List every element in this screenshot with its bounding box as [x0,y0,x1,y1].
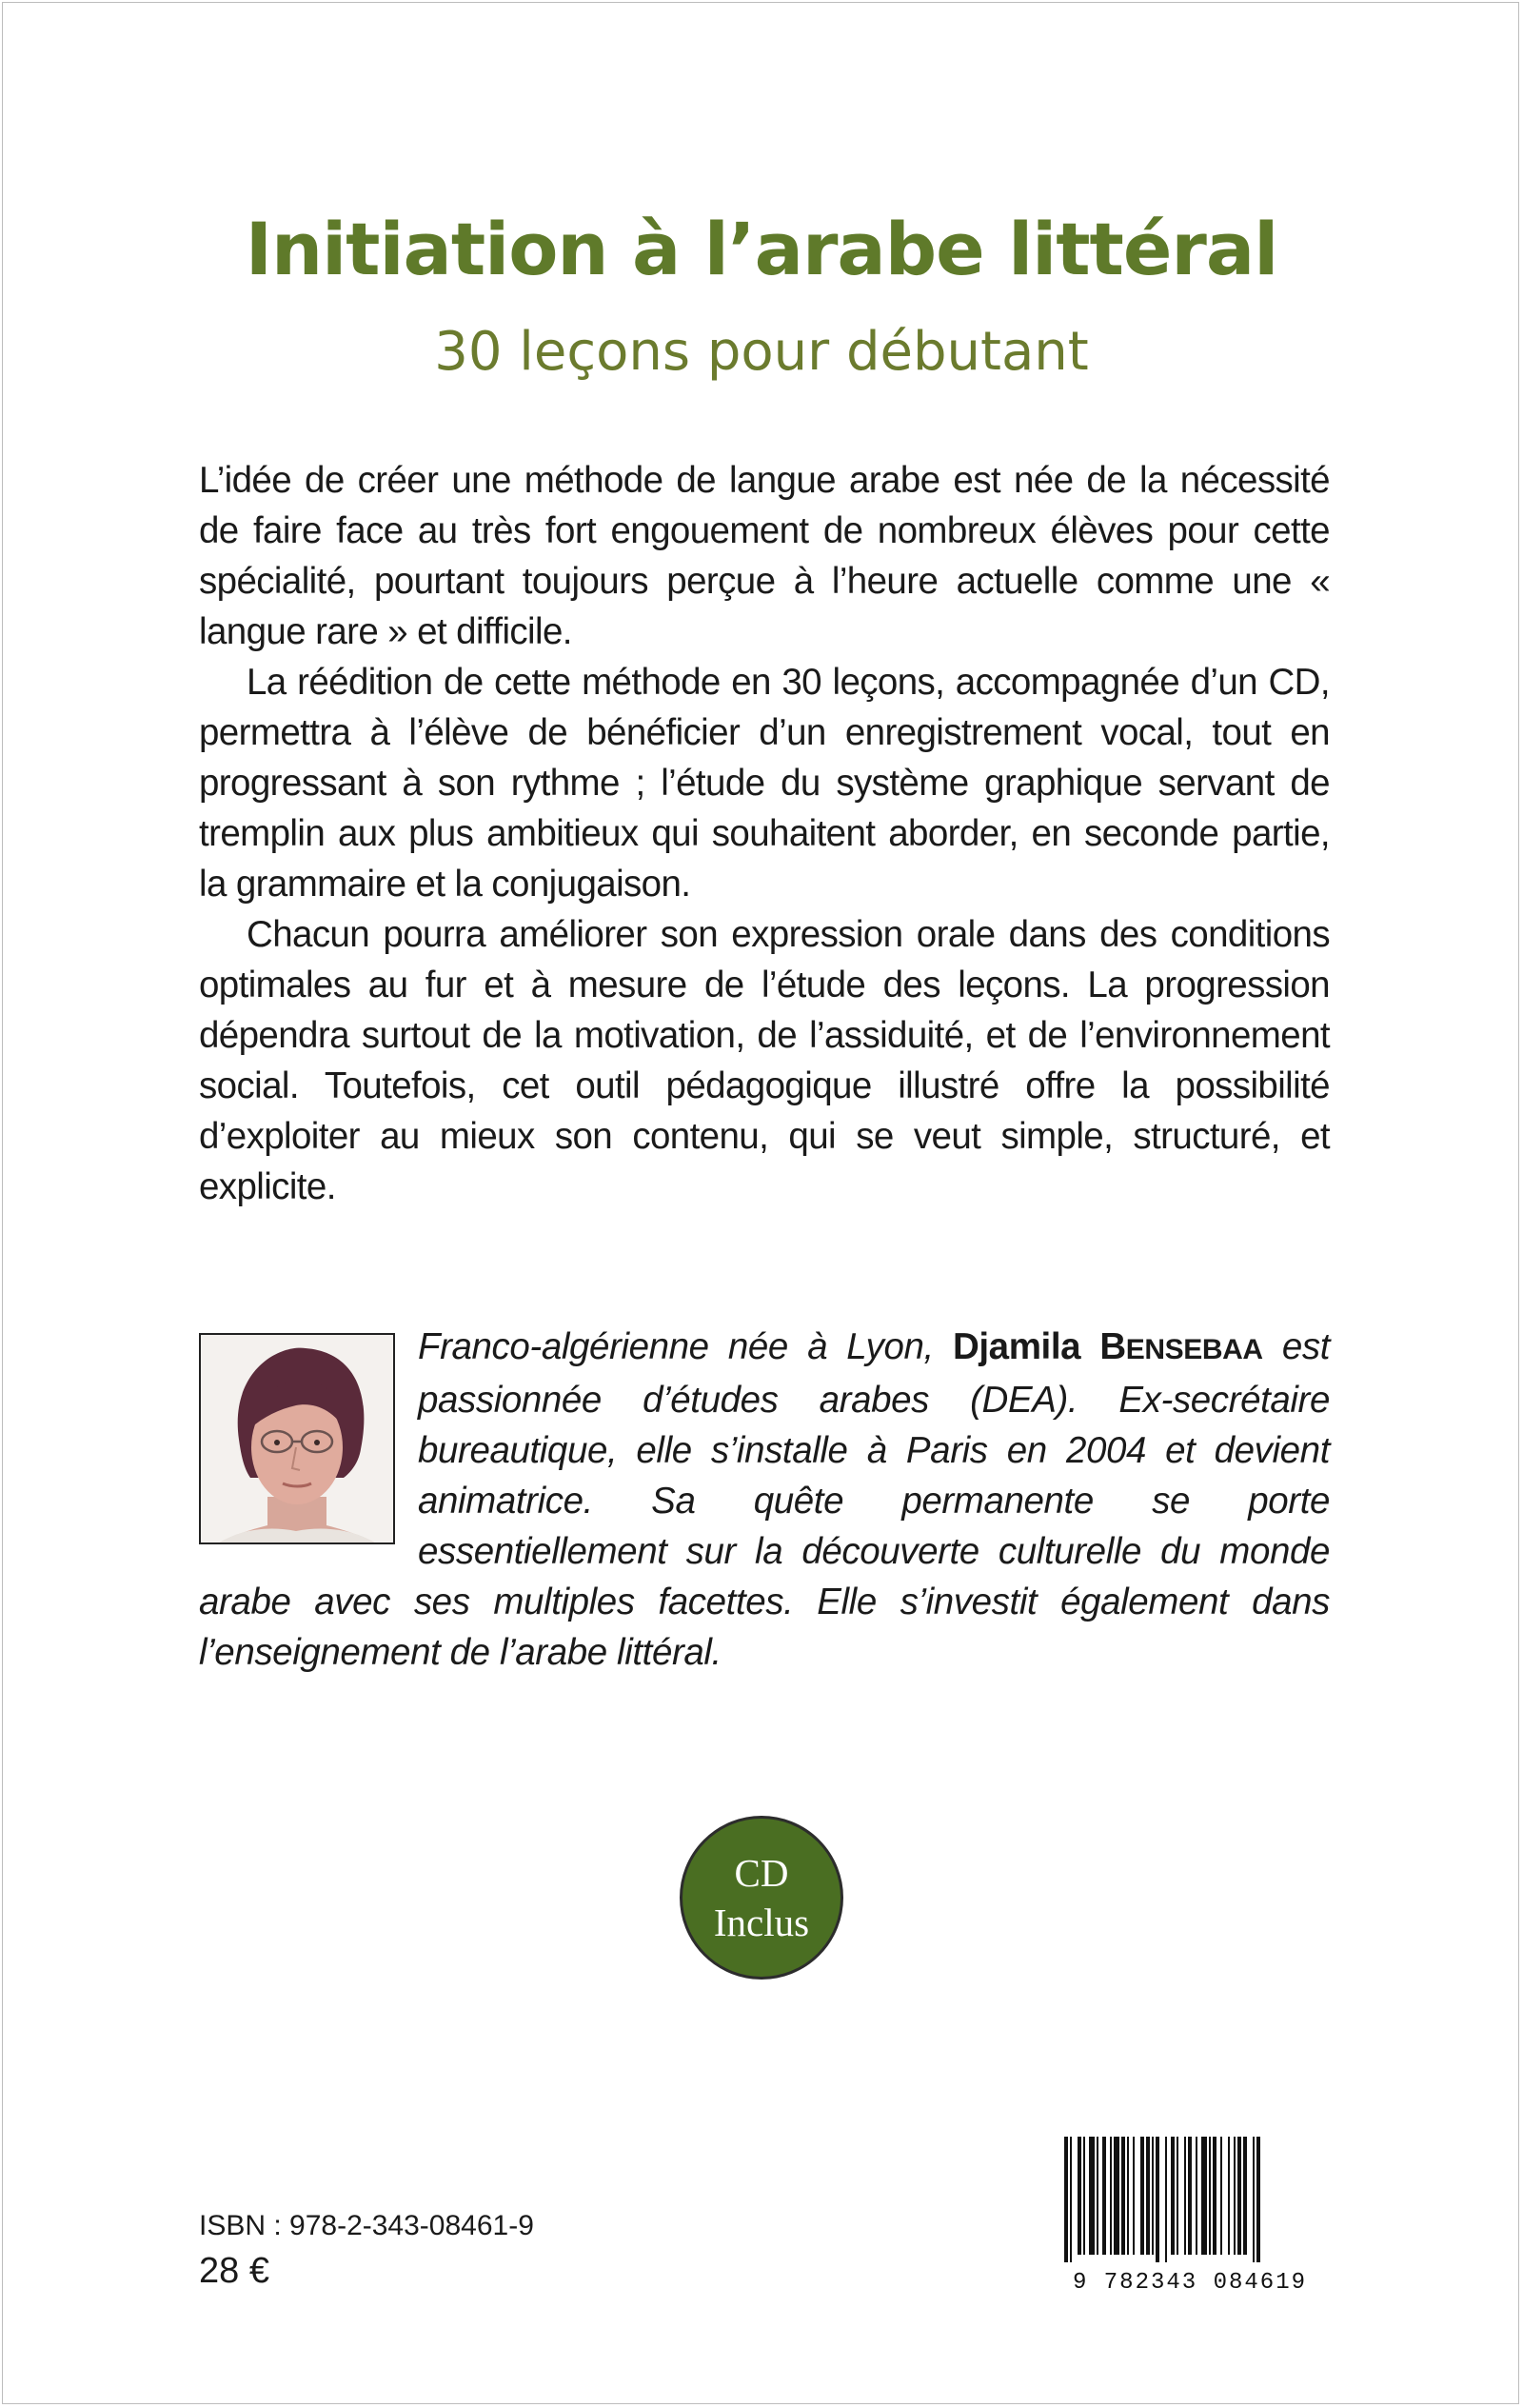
barcode-bar [1256,2137,1260,2262]
barcode-bar [1097,2137,1098,2255]
author-last-name-rest: ENSEBAA [1125,1334,1263,1365]
barcode-bar [1243,2137,1247,2255]
barcode-bar [1188,2137,1192,2255]
barcode-bar [1213,2137,1216,2255]
book-title: Initiation à l’arabe littéral [245,207,1278,291]
barcode-bar [1201,2137,1207,2255]
description-paragraph-3: Chacun pourra améliorer son expression orale dans des conditions optimales au fur et à mesure de l’étude des leçons. La progression dépendra surtout de la motivation, de l’assiduité, et de l’environnement social. Toutefois, cet outil pédagogique illustré offre la possibilité d’exploiter au mieux son contenu, qui se veut simple, structuré, et explicite. [199,914,1330,1207]
author-first-name: Djamila [952,1326,1100,1367]
bio-body: est passionnée d’études arabes (DEA). Ex-secrétaire bureautique, elle s’installe à Paris en 2004 et devient animatrice. Sa quête permanente se porte essentiellement sur la découverte culturelle du monde arabe avec ses multiples facettes. Elle s’investit également dans l’enseignement de l’arabe littéral. [199,1326,1330,1673]
barcode-bar [1121,2137,1125,2255]
isbn-text: ISBN : 978-2-343-08461-9 [199,2210,534,2241]
barcode-bar [1133,2137,1135,2255]
barcode-bar [1140,2137,1144,2255]
author-name [953,1326,1263,1367]
barcode-bar [1078,2137,1081,2255]
barcode-bar [1196,2137,1197,2255]
barcode-bar [1127,2137,1129,2255]
barcode-bar [1083,2137,1085,2255]
barcode-bar [1152,2137,1154,2255]
cd-badge-line1: CD [734,1851,789,1895]
cd-included-badge [680,1816,843,1980]
barcode-digits: 9 782343 084619 [1072,2270,1308,2295]
author-photo [199,1333,395,1544]
author-last-initial: B [1099,1326,1126,1367]
description-paragraph-2: La réédition de cette méthode en 30 leçons, accompagnée d’un CD, permettra à l’élève de bénéficier d’un enregistrement vocal, tout en progressant à son rythme ; l’étude du système graphique servant de tremplin aux plus ambitieux qui souhaitent aborder, en seconde partie, la grammaire et la conjugaison. [199,662,1330,905]
book-subtitle: 30 leçons pour débutant [434,321,1089,383]
barcode-bar [1177,2137,1178,2255]
cd-badge-line2: Inclus [713,1901,810,1944]
barcode-bar [1146,2137,1150,2255]
barcode-bar [1070,2137,1072,2262]
barcode-bar [1209,2137,1211,2255]
description-paragraph-1: L’idée de créer une méthode de langue arabe est née de la nécessité de faire face au très fort engouement de nombreux élèves pour cette spécialité, pourtant toujours perçue à l’heure actuelle comme une « langue rare » et difficile. [199,460,1330,652]
barcode-bar [1184,2137,1186,2255]
barcode [1051,2133,1329,2295]
author-bio [199,1322,1330,1678]
barcode-bar [1165,2137,1167,2262]
barcode-bar [1237,2137,1241,2255]
barcode-bar [1171,2137,1175,2255]
barcode-bar [1220,2137,1222,2255]
bio-intro: Franco-algérienne née à Lyon, [418,1326,953,1367]
barcode-bar [1156,2137,1159,2262]
barcode-bar [1089,2137,1095,2255]
barcode-bar [1110,2137,1112,2255]
barcode-bar [1064,2137,1068,2262]
barcode-bar [1102,2137,1106,2255]
barcode-bar [1253,2137,1255,2262]
barcode-bar [1114,2137,1119,2255]
price-text: 28 € [199,2251,269,2291]
book-description [199,455,1330,1212]
barcode-bar [1228,2137,1230,2255]
barcode-bar [1234,2137,1236,2255]
